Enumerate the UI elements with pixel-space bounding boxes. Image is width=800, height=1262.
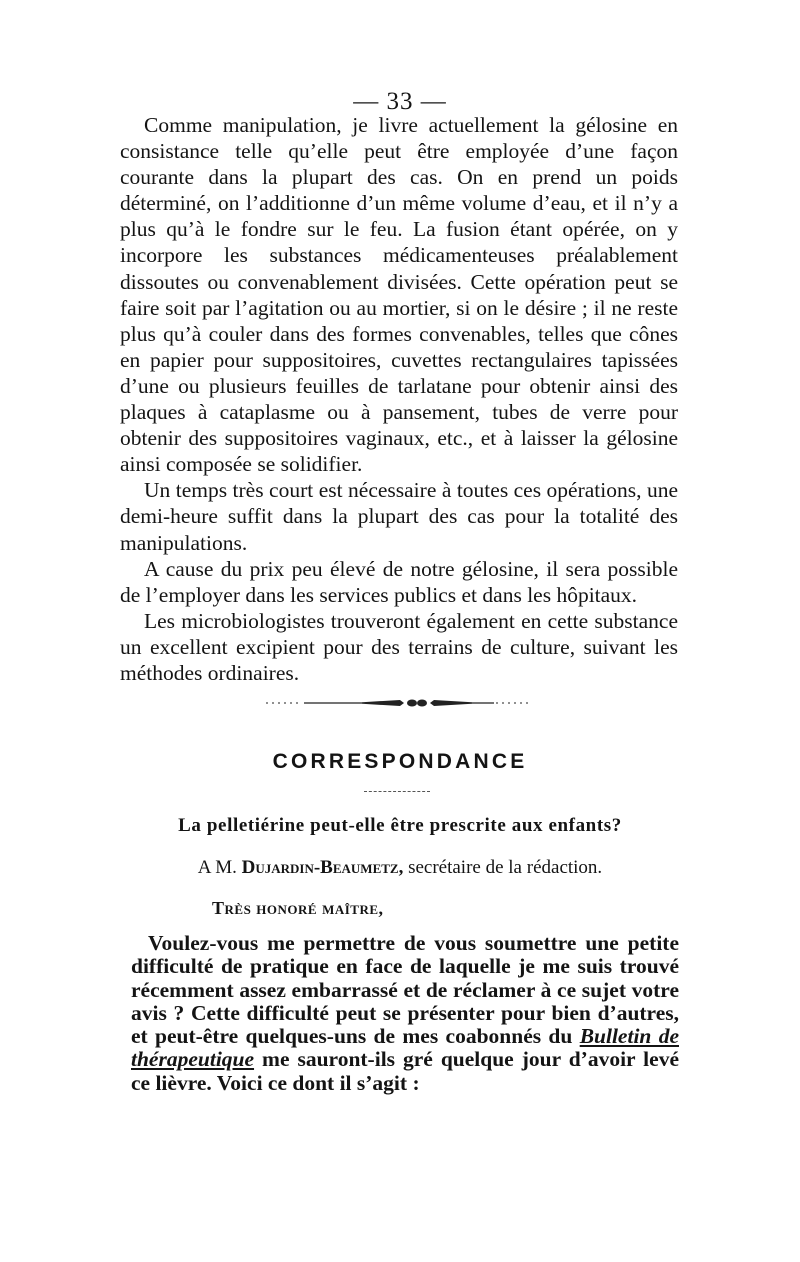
page-number: — 33 — — [353, 88, 447, 115]
letter-address — [0, 857, 800, 879]
letter-paragraph — [131, 932, 679, 1095]
addressee-name: Dujardin-Beaumetz, — [241, 857, 404, 878]
article-body — [120, 112, 678, 686]
section-heading: CORRESPONDANCE — [272, 750, 528, 773]
paragraph: Un temps très court est nécessaire à toutes ces opérations, une demi-heure suffit dans la plupart des cas pour la totalité des manipulations. — [120, 478, 678, 555]
divider-rule — [364, 791, 430, 792]
salutation: Très honoré maître, — [212, 898, 384, 918]
letter-body — [131, 932, 679, 1095]
paragraph: A cause du prix peu élevé de notre gélosine, il sera possible de l’employer dans les services publics et dans les hôpitaux. — [120, 556, 678, 607]
letter-text: Voulez-vous me permettre de vous soumettre une petite difficulté de pratique en face de laquelle je me suis trouvé récemment assez embarrassé et de réclamer à ce sujet votre avis ? Cette difficulté peut se présenter pour bien d’autres, et peut-être quelques-uns de mes coabonnés du — [131, 931, 679, 1049]
letter-text: me sauront-ils gré quelque jour d’avoir levé ce lièvre. Voici ce dont il s’agit : — [131, 1047, 679, 1095]
journal-title: Bulletin de thérapeutique — [131, 1024, 679, 1072]
ornament-divider — [262, 694, 532, 710]
address-prefix: A M. — [197, 857, 237, 878]
address-suffix: secrétaire de la rédaction. — [408, 857, 603, 878]
letter-title: La pelletiérine peut-elle être prescrite aux enfants? — [178, 815, 622, 836]
paragraph: Les microbiologistes trouveront également en cette substance un excellent excipient pour des terrains de culture, suivant les méthodes ordinaires. — [120, 608, 678, 685]
paragraph: Comme manipulation, je livre actuellement la gélosine en consistance telle qu’elle peut être employée d’une façon courante dans la plupart des cas. On en prend un poids déterminé, on l’additionne d’un même volume d’eau, et il n’y a plus qu’à le fondre sur le feu. La fusion étant opérée, on y incorpore les substances médicamenteuses préalablement dissoutes ou convenablement divisées. Cette opération peut se faire soit par l’agitation ou au mortier, si on le désire ; il ne reste plus qu’à couler dans des formes convenables, telles que cônes en papier pour suppositoires, cuvettes rectangulaires tapissées d’une ou plusieurs feuilles de tarlatane pour obtenir ainsi des plaques à cataplasme ou à pansement, tubes de verre pour obtenir des suppositoires vaginaux, etc., et à laisser la gélosine ainsi composée se solidifier. — [120, 113, 678, 477]
